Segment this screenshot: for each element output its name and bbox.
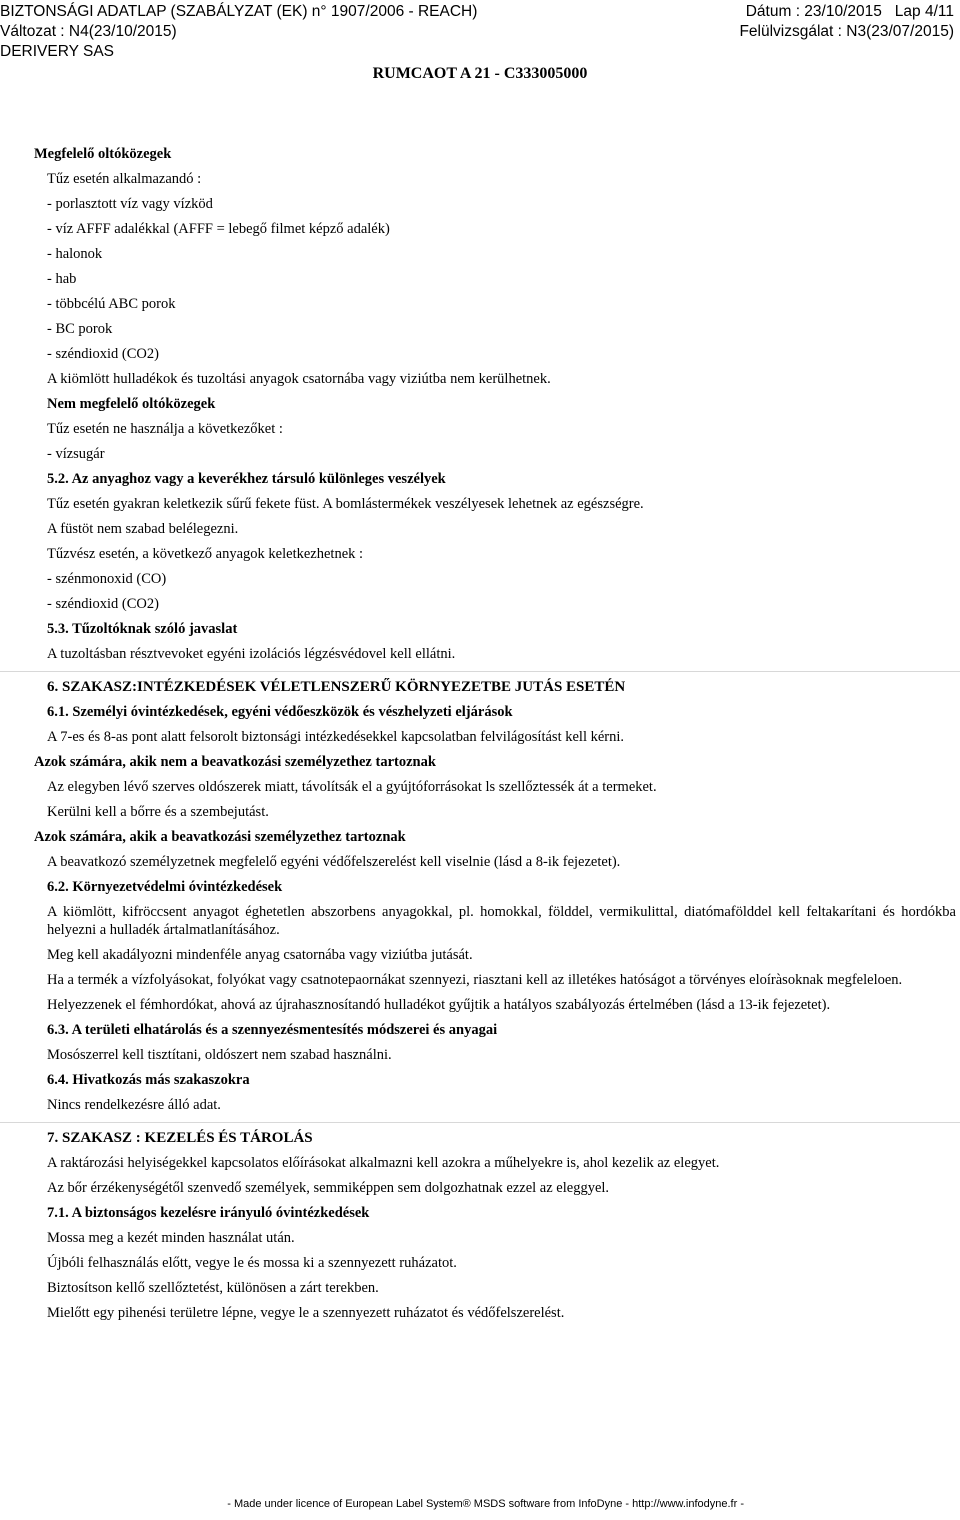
list-item: - hab bbox=[47, 271, 77, 287]
list-item: - víz AFFF adalékkal (AFFF = lebegő filmet képző adalék) bbox=[47, 221, 390, 237]
text-line: Az bőr érzékenységétől szenvedő személyek, semmiképpen sem dolgozhatnak ezzel az eleggyel. bbox=[47, 1180, 610, 1196]
unsuitable-media-title: Nem megfelelő oltóközegek bbox=[47, 396, 216, 412]
text-line: Nincs rendelkezésre álló adat. bbox=[47, 1097, 221, 1113]
text-line: A raktározási helyiségekkel kapcsolatos előírásokat alkalmazni kell azokra a műhelyekre is, ahol kezelik az elegyet. bbox=[47, 1155, 720, 1171]
header-row-1 bbox=[0, 1, 960, 23]
subsection-5-3-title: 5.3. Tűzoltóknak szóló javaslat bbox=[47, 621, 238, 637]
document-body bbox=[34, 142, 956, 1326]
suitable-media-intro: Tűz esetén alkalmazandó : bbox=[47, 171, 202, 187]
text-line: Az elegyben lévő szerves oldószerek miatt, távolítsák el a gyújtóforrásokat ls szellőztessék át a termeket. bbox=[47, 779, 657, 795]
subsection-6-4-title: 6.4. Hivatkozás más szakaszokra bbox=[47, 1072, 250, 1088]
version: Változat : N4(23/10/2015) bbox=[0, 23, 177, 40]
paragraph: A kiömlött, kifröccsent anyagot éghetetlen abszorbens anyagokkal, pl. homokkal, földdel, vermikulittal, diatómafölddel kell feltakarítani és hordókba helyezni a hulladék ártalmatlanításához. bbox=[47, 904, 956, 938]
product-name: RUMCAOT A 21 - C333005000 bbox=[372, 65, 588, 82]
text-line: Mossa meg a kezét minden használat után. bbox=[47, 1230, 295, 1246]
text-line: A tuzoltásban résztvevoket egyéni izolációs légzésvédovel kell ellátni. bbox=[47, 646, 456, 662]
text-line: Tűzvész esetén, a következő anyagok keletkezhetnek : bbox=[47, 546, 364, 562]
list-item: - vízsugár bbox=[47, 446, 105, 462]
footer-text: - Made under licence of European Label System® MSDS software from InfoDyne - http://www.infodyne.fr - bbox=[227, 1498, 744, 1510]
suitable-media-title: Megfelelő oltóközegek bbox=[34, 146, 172, 162]
text-line: A füstöt nem szabad belélegezni. bbox=[47, 521, 239, 537]
list-item: - széndioxid (CO2) bbox=[47, 596, 159, 612]
subsection-7-1-title: 7.1. A biztonságos kezelésre irányuló óvintézkedések bbox=[47, 1205, 370, 1221]
section-7-title: 7. SZAKASZ : KEZELÉS ÉS TÁROLÁS bbox=[47, 1130, 313, 1146]
subsection-5-2-title: 5.2. Az anyaghoz vagy a keverékhez társuló különleges veszélyek bbox=[47, 471, 446, 487]
text-line: Mosószerrel kell tisztítani, oldószert nem szabad használni. bbox=[47, 1047, 392, 1063]
text-line: Kerülni kell a bőrre és a szembejutást. bbox=[47, 804, 269, 820]
subsection-6-1-title: 6.1. Személyi óvintézkedések, egyéni védőeszközök és vészhelyzeti eljárások bbox=[47, 704, 513, 720]
paragraph: Ha a termék a vízfolyásokat, folyókat vagy csatnotepaornákat szennyezi, riasztani kell az illetékes hatóságot a törvényes eloíràsoknak megfeleloen. bbox=[47, 972, 903, 988]
text-line: A beavatkozó személyzetnek megfelelő egyéni védőfelszerelést kell viselnie (lásd a 8-ik fejezetet). bbox=[47, 854, 621, 870]
footer bbox=[0, 1498, 960, 1510]
date-page: Dátum : 23/10/2015 Lap 4/11 bbox=[745, 3, 954, 20]
header-row-2 bbox=[0, 21, 960, 43]
list-item: - halonok bbox=[47, 246, 103, 262]
list-item: - többcélú ABC porok bbox=[47, 296, 176, 312]
text-line: Tűz esetén gyakran keletkezik sűrű fekete füst. A bomlástermékek veszélyesek lehetnek az egészségre. bbox=[47, 496, 644, 512]
revision: Felülvizsgálat : N3(23/07/2015) bbox=[739, 23, 954, 40]
text-line: Újbóli felhasználás előtt, vegye le és mossa ki a szennyezett ruházatot. bbox=[47, 1255, 457, 1271]
list-item: - szénmonoxid (CO) bbox=[47, 571, 167, 587]
emergency-title: Azok számára, akik a beavatkozási személyzethez tartoznak bbox=[34, 829, 406, 845]
subsection-6-2-title: 6.2. Környezetvédelmi óvintézkedések bbox=[47, 879, 283, 895]
text-line: Mielőtt egy pihenési területre lépne, vegye le a szennyezett ruházatot és védőfelszerelést. bbox=[47, 1305, 565, 1321]
non-emergency-title: Azok számára, akik nem a beavatkozási személyzethez tartoznak bbox=[34, 754, 436, 770]
text-line: Biztosítson kellő szellőztetést, különösen a zárt terekben. bbox=[47, 1280, 379, 1296]
list-item: - széndioxid (CO2) bbox=[47, 346, 159, 362]
unsuitable-media-intro: Tűz esetén ne használja a következőket : bbox=[47, 421, 283, 437]
paragraph: Helyezzenek el fémhordókat, ahová az újrahasznosítandó hulladékot gyűjtik a hatályos szabályozás értelmében (lásd a 13-ik fejezetet). bbox=[47, 997, 831, 1013]
section-6-title: 6. SZAKASZ:INTÉZKEDÉSEK VÉLETLENSZERŰ KÖRNYEZETBE JUTÁS ESETÉN bbox=[47, 679, 626, 695]
section-divider bbox=[0, 1122, 960, 1123]
document-title: BIZTONSÁGI ADATLAP (SZABÁLYZAT (EK) n° 1907/2006 - REACH) bbox=[0, 3, 478, 20]
list-item: - porlasztott víz vagy vízköd bbox=[47, 196, 213, 212]
subsection-6-3-title: 6.3. A területi elhatárolás és a szennyezésmentesítés módszerei és anyagai bbox=[47, 1022, 498, 1038]
list-item: - BC porok bbox=[47, 321, 113, 337]
section-divider bbox=[0, 671, 960, 672]
paragraph: Meg kell akadályozni mindenféle anyag csatornába vagy viziútba jutását. bbox=[47, 947, 473, 963]
company-name: DERIVERY SAS bbox=[0, 43, 115, 60]
text-line: A 7-es és 8-as pont alatt felsorolt biztonsági intézkedésekkel kapcsolatban felvilágosítást kell kérni. bbox=[47, 729, 625, 745]
header-row-3 bbox=[0, 41, 960, 63]
waste-note: A kiömlött hulladékok és tuzoltási anyagok csatornába vagy viziútba nem kerülhetnek. bbox=[47, 371, 551, 387]
